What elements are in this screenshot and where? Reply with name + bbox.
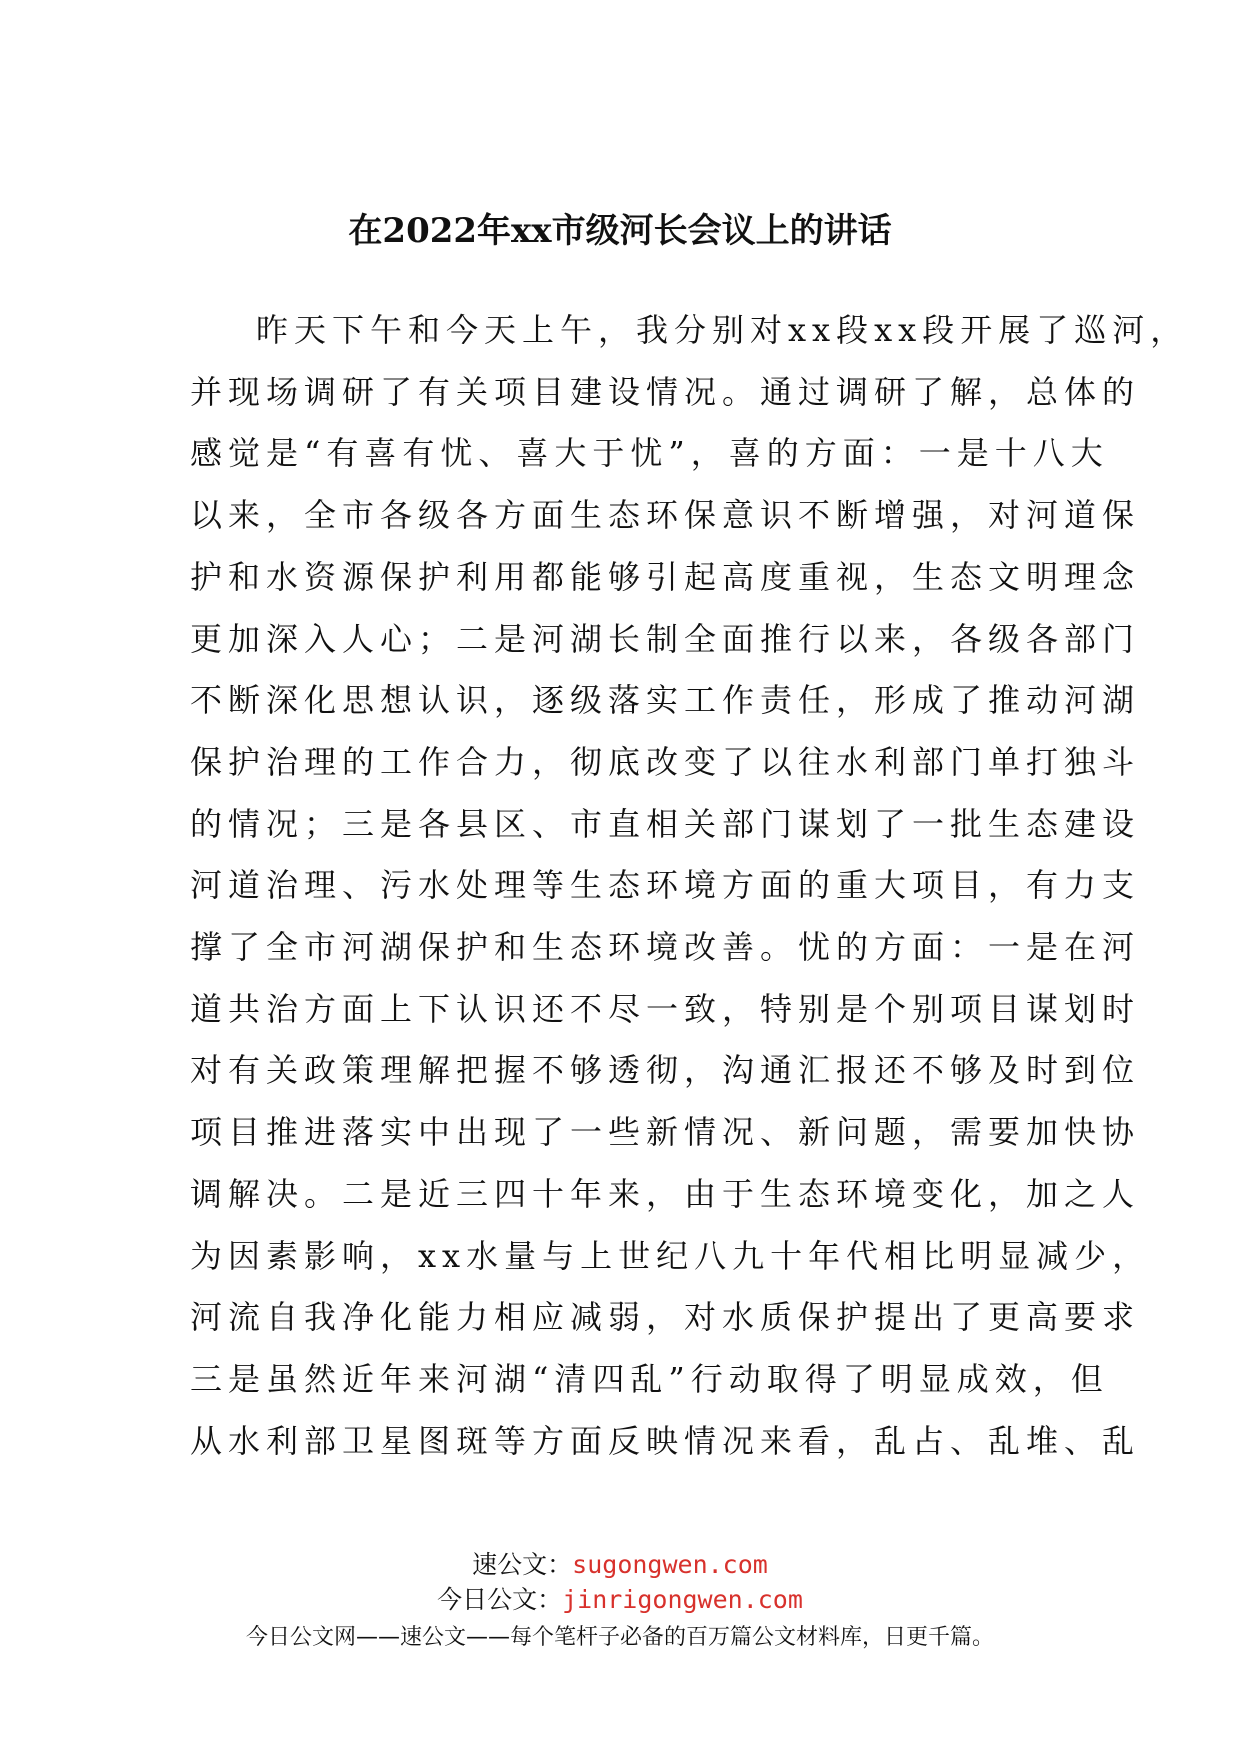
footer-sugongwen-label: 速公文： — [472, 1550, 573, 1579]
body-line: 调解决。二是近三四十年来，由于生态环境变化，加之人 — [190, 1174, 1141, 1213]
footer-jinrigongwen-label: 今日公文： — [437, 1585, 563, 1614]
footer-jinrigongwen-link[interactable]: jinrigongwen.com — [562, 1585, 803, 1614]
body-line: 感觉是“有喜有忧、喜大于忧”，喜的方面：一是十八大 — [190, 434, 1109, 473]
body-line: 为因素影响，xx水量与上世纪八九十年代相比明显减少， — [190, 1236, 1151, 1275]
body-line: 河道治理、污水处理等生态环境方面的重大项目，有力支 — [190, 866, 1141, 905]
body-line: 并现场调研了有关项目建设情况。通过调研了解，总体的 — [190, 372, 1141, 411]
footer-sugongwen-link[interactable]: sugongwen.com — [572, 1550, 768, 1579]
body-line: 更加深入人心；二是河湖长制全面推行以来，各级各部门 — [190, 619, 1141, 658]
body-line: 的情况；三是各县区、市直相关部门谋划了一批生态建设 — [190, 804, 1141, 843]
body-line: 三是虽然近年来河湖“清四乱”行动取得了明显成效，但 — [190, 1359, 1109, 1398]
body-line: 河流自我净化能力相应减弱，对水质保护提出了更高要求 — [190, 1298, 1141, 1337]
body-line: 对有关政策理解把握不够透彻，沟通汇报还不够及时到位 — [190, 1051, 1141, 1090]
body-line: 保护治理的工作合力，彻底改变了以往水利部门单打独斗 — [190, 742, 1141, 781]
footer-sugongwen — [0, 1545, 1240, 1581]
body-line: 以来，全市各级各方面生态环保意识不断增强，对河道保 — [190, 496, 1141, 535]
body-line: 道共治方面上下认识还不尽一致，特别是个别项目谋划时 — [190, 989, 1141, 1028]
body-line: 昨天下午和今天上午，我分别对xx段xx段开展了巡河， — [256, 311, 1189, 349]
document-body — [190, 300, 1189, 1472]
body-line: 护和水资源保护利用都能够引起高度重视，生态文明理念 — [190, 557, 1141, 596]
document-title: 在2022年xx市级河长会议上的讲话 — [348, 211, 892, 251]
body-line: 项目推进落实中出现了一些新情况、新问题，需要加快协 — [190, 1113, 1141, 1152]
body-line: 撑了全市河湖保护和生态环境改善。忧的方面：一是在河 — [190, 928, 1141, 967]
footer-jinrigongwen — [0, 1580, 1240, 1616]
footer-tagline: 今日公文网——速公文——每个笔杆子必备的百万篇公文材料库，日更千篇。 — [245, 1625, 994, 1650]
body-line: 不断深化思想认识，逐级落实工作责任，形成了推动河湖 — [190, 681, 1141, 720]
body-line: 从水利部卫星图斑等方面反映情况来看，乱占、乱堆、乱 — [190, 1421, 1141, 1460]
